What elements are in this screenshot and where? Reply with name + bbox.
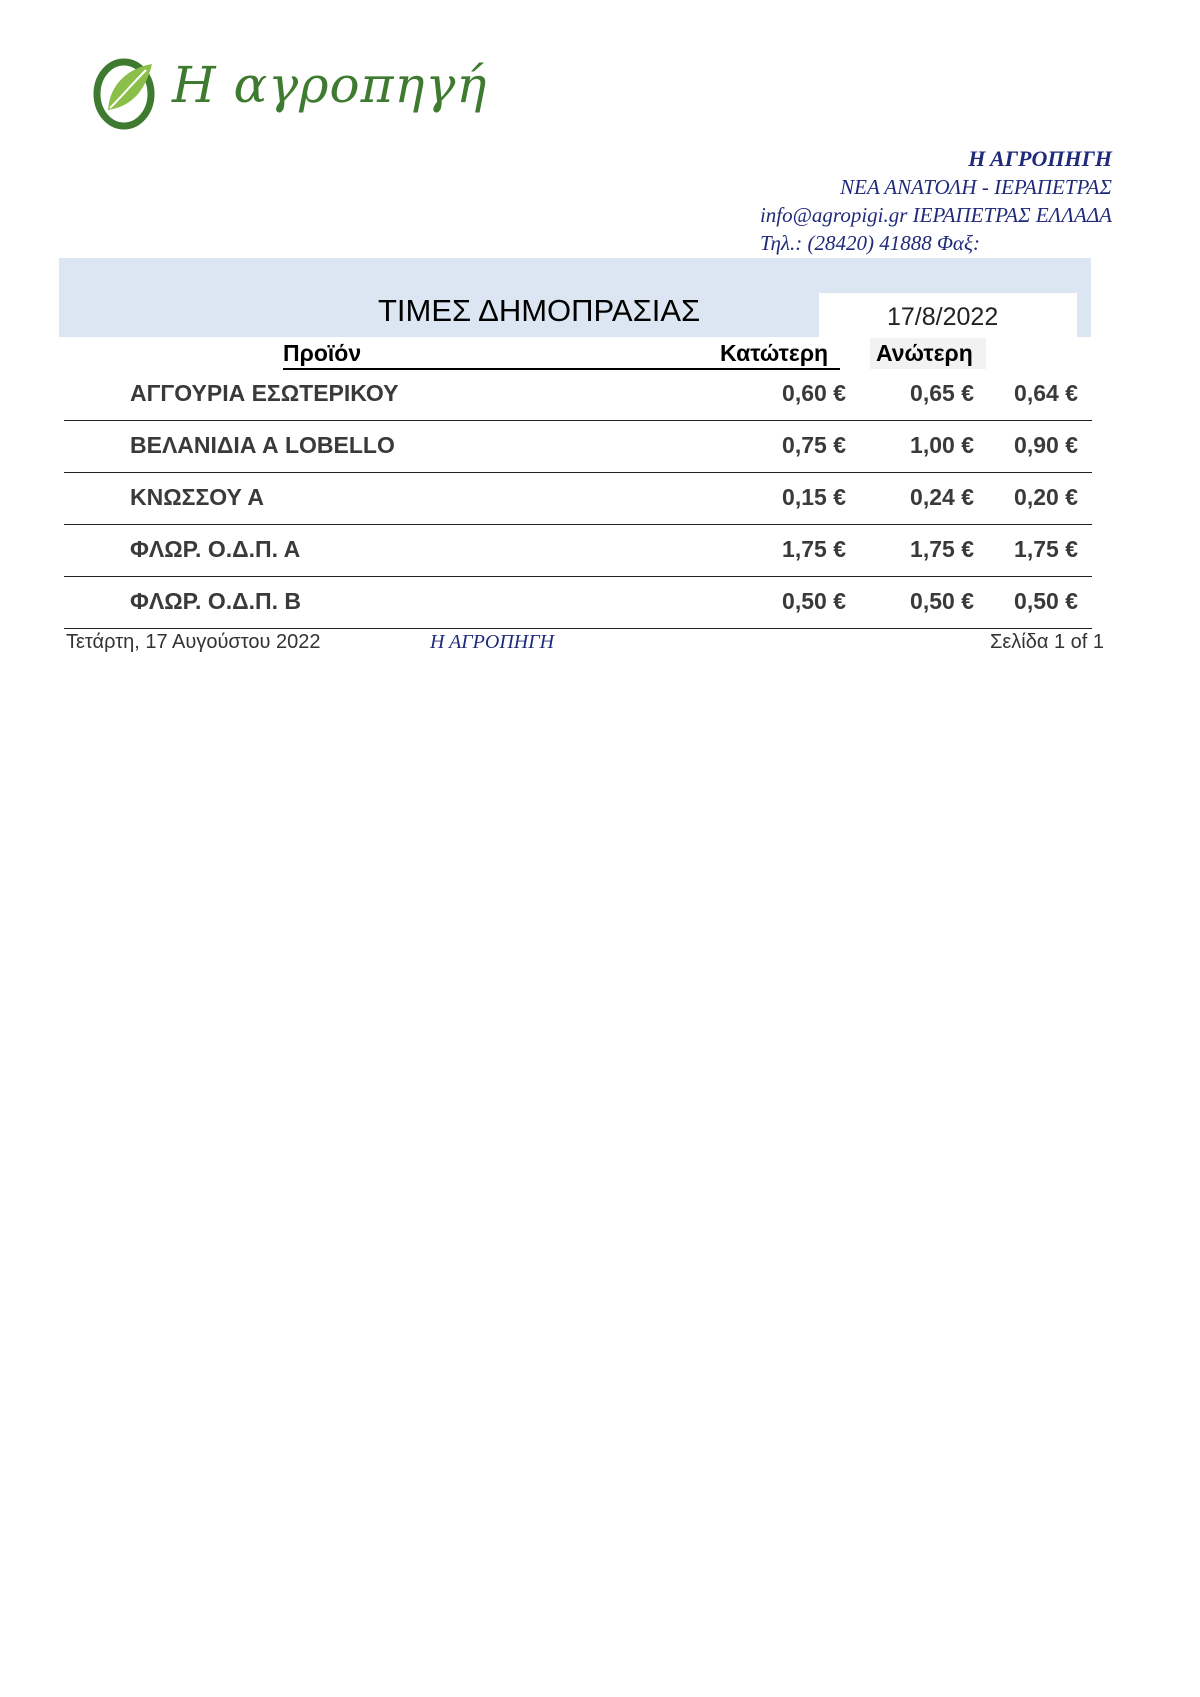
product-name: ΒΕΛΑΝΙΔΙΑ Α LOBELLO	[130, 432, 395, 458]
product-name: ΚΝΩΣΣΟΥ Α	[130, 484, 265, 510]
footer-page-number: Σελίδα 1 of 1	[989, 631, 1104, 653]
avg-price: 0,90 €	[1014, 432, 1078, 458]
table-row	[64, 369, 1092, 421]
company-logo	[86, 52, 488, 142]
price-table	[64, 369, 1092, 629]
report-date: 17/8/2022	[887, 303, 999, 331]
logo-text: Η αγροπηγή	[172, 56, 488, 114]
low-price: 0,75 €	[782, 432, 846, 458]
high-price: 0,65 €	[910, 380, 974, 406]
product-name: ΑΓΓΟΥΡΙΑ ΕΣΩΤΕΡΙΚΟΥ	[130, 380, 399, 406]
low-price: 0,60 €	[782, 380, 846, 406]
company-info	[760, 145, 1112, 257]
high-price: 1,00 €	[910, 432, 974, 458]
report-date-box	[819, 293, 1077, 339]
high-price: 0,24 €	[910, 484, 974, 510]
leaf-logo-icon	[86, 52, 166, 132]
low-price: 0,50 €	[782, 588, 846, 614]
avg-price: 0,50 €	[1014, 588, 1078, 614]
company-email: info@agropigi.gr ΙΕΡΑΠΕΤΡΑΣ ΕΛΛΑΔΑ	[759, 203, 1112, 227]
low-price: 0,15 €	[782, 484, 846, 510]
company-name: Η ΑΓΡΟΠΗΓΗ	[968, 146, 1112, 171]
table-row	[64, 525, 1092, 577]
column-header-product: Προϊόν	[283, 340, 727, 370]
company-address: ΝΕΑ ΑΝΑΤΟΛΗ - ΙΕΡΑΠΕΤΡΑΣ	[840, 175, 1112, 199]
column-header-high: Ανώτερη	[876, 340, 973, 366]
footer-company: Η ΑΓΡΟΠΗΓΗ	[430, 631, 555, 653]
product-name: ΦΛΩΡ. Ο.Δ.Π. Α	[130, 536, 301, 562]
high-price: 0,50 €	[910, 588, 974, 614]
table-row	[64, 577, 1092, 629]
low-price: 1,75 €	[782, 536, 846, 562]
report-title: ΤΙΜΕΣ ΔΗΜΟΠΡΑΣΙΑΣ	[378, 293, 701, 328]
column-header-low: Κατώτερη	[720, 340, 840, 370]
avg-price: 1,75 €	[1014, 536, 1078, 562]
avg-price: 0,64 €	[1014, 380, 1078, 406]
avg-price: 0,20 €	[1014, 484, 1078, 510]
table-row	[64, 473, 1092, 525]
table-row	[64, 421, 1092, 473]
company-phone: Τηλ.: (28420) 41888 Φαξ:	[759, 231, 980, 255]
product-name: ΦΛΩΡ. Ο.Δ.Π. Β	[130, 588, 302, 614]
footer-date: Τετάρτη, 17 Αυγούστου 2022	[66, 631, 321, 653]
high-price: 1,75 €	[910, 536, 974, 562]
